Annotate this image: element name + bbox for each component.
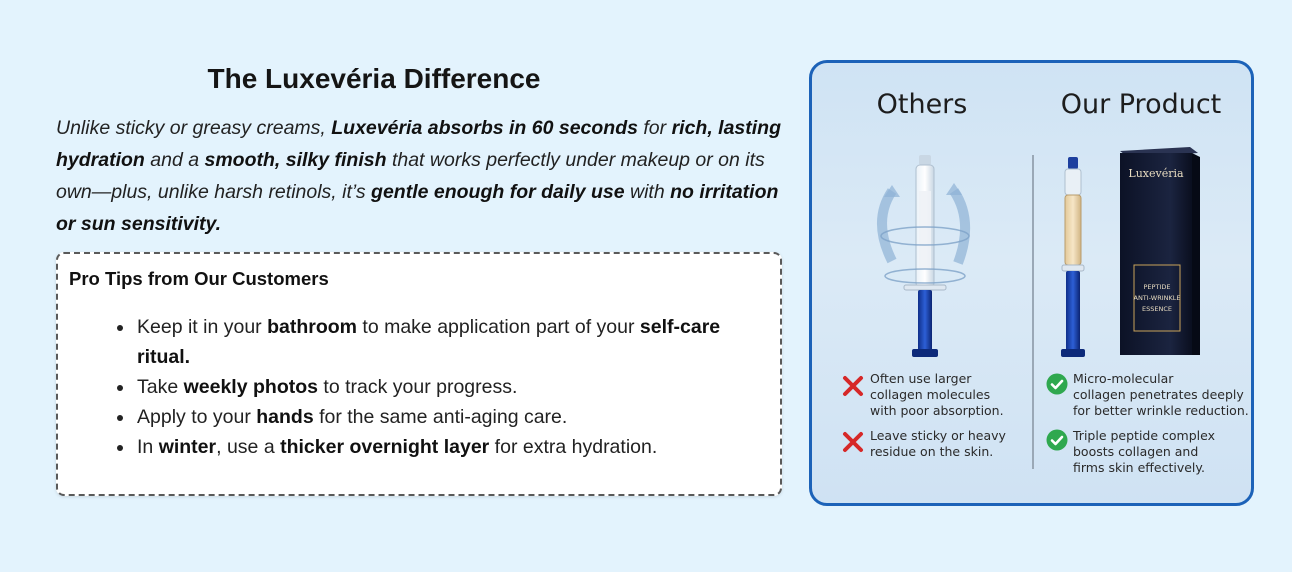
box-brand-text: Luxevéria [1128, 167, 1184, 180]
text-run: Apply to your [137, 406, 257, 428]
product-box-image [1112, 145, 1204, 359]
text-run: to make application part of your [357, 316, 640, 338]
bold-text: gentle enough for daily use [371, 181, 625, 203]
intro-paragraph [56, 112, 782, 240]
text-run: Keep it in your [137, 316, 268, 338]
text-run: Take [137, 376, 184, 398]
text-run: for [637, 117, 672, 139]
bold-text: smooth, silky finish [204, 149, 387, 171]
text-run: to track your progress. [317, 376, 518, 398]
box-label-line-3: ESSENCE [1142, 305, 1172, 313]
text-run: with [624, 181, 671, 203]
pro-tip-item [135, 312, 766, 372]
pro-tips-box [56, 252, 782, 496]
text-run: for extra hydration. [489, 436, 658, 458]
bold-text: self-care ritual. [137, 316, 721, 368]
our-point-1: Micro-molecular collagen penetrates deeply for better wrinkle reduction. [1073, 371, 1249, 418]
title-wrap [56, 56, 782, 102]
others-heading: Others [876, 89, 968, 120]
x-mark-icon [842, 431, 864, 453]
pro-tip-item [135, 432, 766, 462]
text-run: , use a [216, 436, 281, 458]
comparison-card [809, 60, 1254, 506]
text-run: Unlike sticky or greasy creams, [56, 117, 332, 139]
bold-text: hands [256, 406, 314, 428]
bold-text: thicker overnight layer [280, 436, 490, 458]
pro-tip-item [135, 372, 766, 402]
bold-text: weekly photos [183, 376, 318, 398]
bold-text: winter [158, 436, 217, 458]
check-circle-icon [1046, 373, 1068, 395]
column-divider [1032, 155, 1034, 469]
text-run: for the same anti-aging care. [313, 406, 568, 428]
section-title: The Luxevéria Difference [207, 63, 541, 94]
text-run: and a [144, 149, 205, 171]
bold-text: no irritation or sun sensitivity. [56, 181, 779, 235]
pro-tips-list [69, 312, 766, 462]
text-run: that works perfectly under makeup or on its own—plus, unlike harsh retinols, it’s [56, 149, 765, 203]
box-label-line-1: PEPTIDE [1143, 283, 1171, 291]
our-product-heading: Our Product [1060, 89, 1222, 120]
difference-section [56, 56, 782, 496]
check-circle-icon [1046, 429, 1068, 451]
text-run: In [137, 436, 159, 458]
box-label-line-2: ANTI-WRINKLE [1133, 294, 1181, 302]
bold-text: rich, lasting hydration [56, 117, 782, 171]
pro-tips-title: Pro Tips from Our Customers [69, 268, 329, 289]
bold-text: bathroom [267, 316, 357, 338]
our-syringe-image [1038, 153, 1108, 363]
others-syringe-image [862, 151, 992, 359]
others-point-2: Leave sticky or heavy residue on the skin. [870, 428, 1006, 459]
x-mark-icon [842, 375, 864, 397]
our-point-2: Triple peptide complex boosts collagen and firms skin effectively. [1073, 428, 1215, 475]
bold-text: Luxevéria absorbs in 60 seconds [331, 117, 638, 139]
others-point-1: Often use larger collagen molecules with poor absorption. [870, 371, 1004, 418]
pro-tip-item [135, 402, 766, 432]
